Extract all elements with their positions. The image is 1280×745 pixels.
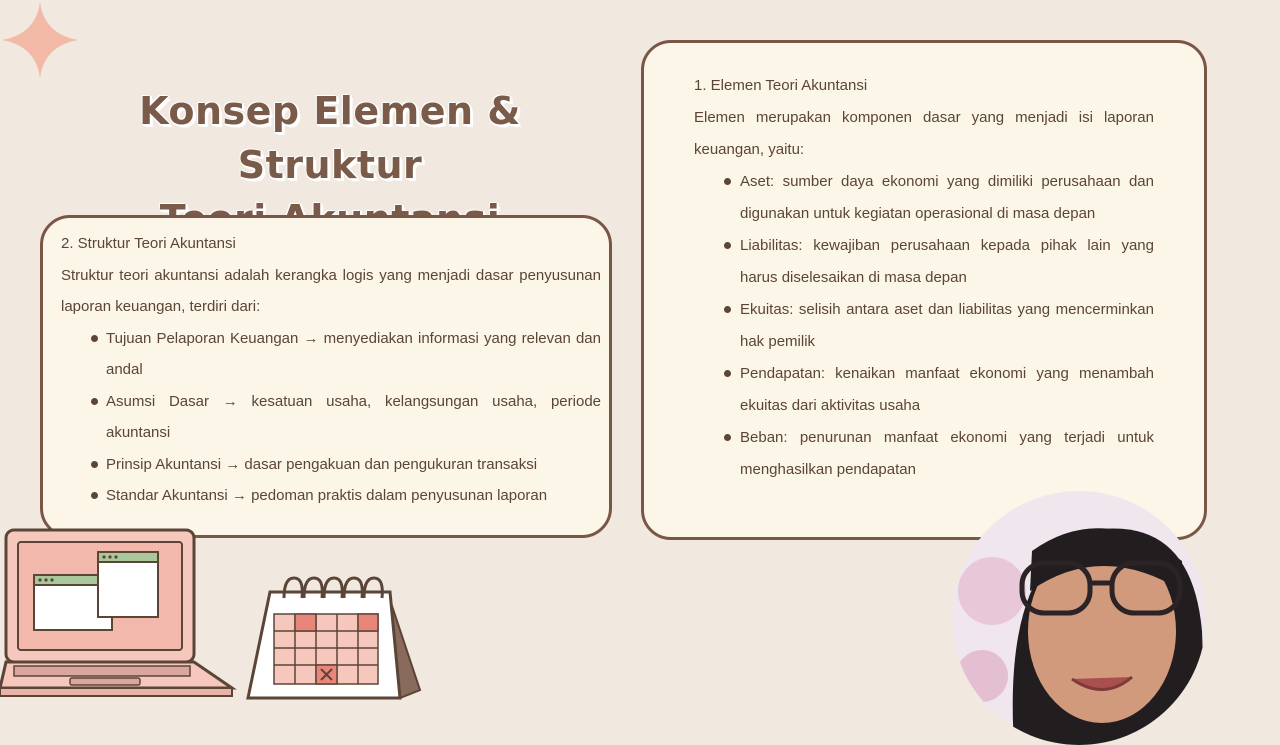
bullet-dot-icon	[724, 242, 731, 249]
bullet-dot-icon	[724, 178, 731, 185]
bullet-dot-icon	[724, 370, 731, 377]
list-item: Beban: penurunan manfaat ekonomi yang terjadi untuk menghasilkan pendapatan	[694, 422, 1154, 486]
list-item: Prinsip Akuntansi → dasar pengakuan dan pengukuran transaksi	[61, 449, 601, 481]
presenter-portrait	[952, 491, 1206, 745]
bullet-dot-icon	[724, 434, 731, 441]
elemen-intro: Elemen merupakan komponen dasar yang menjadi isi laporan keuangan, yaitu:	[694, 109, 1154, 158]
sparkle-icon	[0, 0, 80, 80]
bullet-dot-icon	[91, 335, 98, 342]
list-item: Pendapatan: kenaikan manfaat ekonomi yang menambah ekuitas dari aktivitas usaha	[694, 358, 1154, 422]
title-line-1: Konsep Elemen & Struktur	[139, 89, 521, 187]
struktur-heading: 2. Struktur Teori Akuntansi	[61, 235, 236, 252]
list-item: Ekuitas: selisih antara aset dan liabilitas yang mencerminkan hak pemilik	[694, 294, 1154, 358]
list-item: Liabilitas: kewajiban perusahaan kepada pihak lain yang harus diselesaikan di masa depan	[694, 230, 1154, 294]
list-item: Tujuan Pelaporan Keuangan → menyediakan informasi yang relevan dan andal	[61, 323, 601, 386]
list-item: Aset: sumber daya ekonomi yang dimiliki perusahaan dan digunakan untuk kegiatan operasional di masa depan	[694, 166, 1154, 230]
bullet-dot-icon	[91, 398, 98, 405]
list-item: Asumsi Dasar → kesatuan usaha, kelangsungan usaha, periode akuntansi	[61, 386, 601, 449]
struktur-list	[61, 323, 601, 512]
elemen-heading: 1. Elemen Teori Akuntansi	[694, 77, 868, 94]
struktur-card	[40, 215, 612, 538]
bullet-dot-icon	[91, 461, 98, 468]
presenter-webcam	[952, 491, 1206, 745]
laptop-illustration	[0, 520, 240, 720]
elemen-card	[641, 40, 1207, 540]
elemen-list	[694, 166, 1154, 486]
struktur-intro: Struktur teori akuntansi adalah kerangka logis yang menjadi dasar penyusunan laporan keuangan, terdiri dari:	[61, 266, 601, 315]
calendar-illustration	[240, 570, 425, 715]
bullet-dot-icon	[91, 492, 98, 499]
list-item: Standar Akuntansi → pedoman praktis dalam penyusunan laporan	[61, 480, 601, 512]
bullet-dot-icon	[724, 306, 731, 313]
